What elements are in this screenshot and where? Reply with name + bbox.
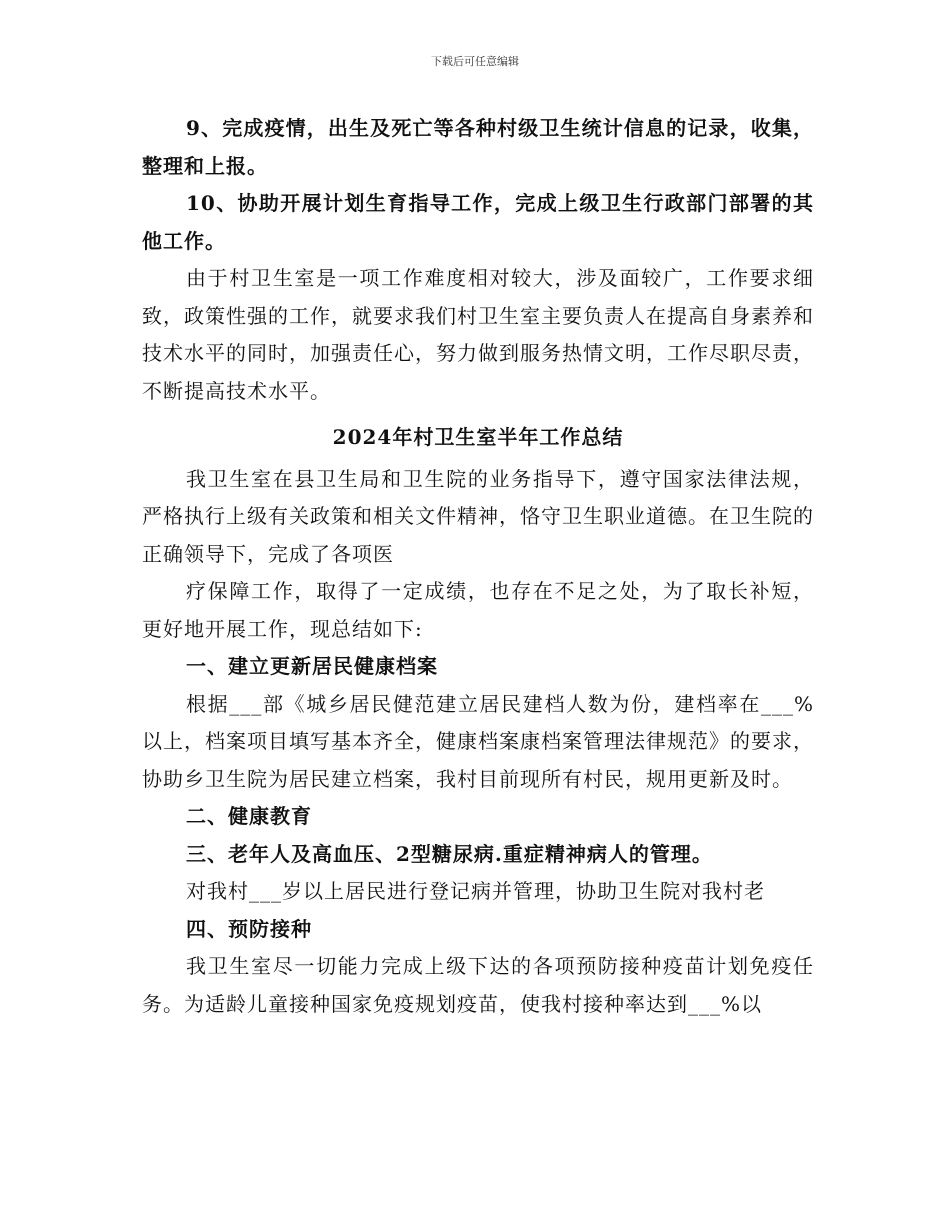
document-title: 2024年村卫生室半年工作总结 — [332, 425, 624, 449]
summary-paragraph: 由于村卫生室是一项工作难度相对较大，涉及面较广，工作要求细致，政策性强的工作，就要求我们村卫生室主要负责人在提高自身素养和技术水平的同时，加强责任心，努力做到服务热情文明，工作尽职尽责，不断提高技术水平。 — [142, 266, 814, 403]
section-heading-1: 一、建立更新居民健康档案 — [186, 654, 438, 678]
section-3-paragraph: 对我村___岁以上居民进行登记病并管理，协助卫生院对我村老 — [186, 879, 765, 903]
document-body — [142, 110, 814, 1023]
section-1-paragraph: 根据___部《城乡居民健范建立居民建档人数为份，建档率在___%以上，档案项目填写基本齐全，健康档案康档案管理法律规范》的要求，协助乡卫生院为居民建立档案，我村目前现所有村民，规用更新及时。 — [142, 691, 814, 791]
section-heading-3: 三、老年人及高血压、2型糖尿病.重症精神病人的管理。 — [186, 841, 713, 866]
intro-continuation-paragraph: 疗保障工作，取得了一定成绩，也存在不足之处，为了取长补短，更好地开展工作，现总结如下: — [142, 579, 814, 641]
intro-paragraph: 我卫生室在县卫生局和卫生院的业务指导下，遵守国家法律法规，严格执行上级有关政策和相关文件精神，恪守卫生职业道德。在卫生院的正确领导下，完成了各项医 — [142, 466, 814, 566]
item-10-paragraph: 10、协助开展计划生育指导工作，完成上级卫生行政部门部署的其他工作。 — [142, 191, 814, 253]
header-note: 下载后可任意编辑 — [431, 55, 519, 68]
item-9-paragraph: 9、完成疫情，出生及死亡等各种村级卫生统计信息的记录，收集，整理和上报。 — [142, 116, 814, 178]
section-heading-4: 四、预防接种 — [186, 916, 312, 941]
section-heading-2: 二、健康教育 — [186, 804, 312, 828]
section-4-paragraph: 我卫生室尽一切能力完成上级下达的各项预防接种疫苗计划免疫任务。为适龄儿童接种国家免疫规划疫苗，使我村接种率达到___%以 — [142, 954, 814, 1016]
